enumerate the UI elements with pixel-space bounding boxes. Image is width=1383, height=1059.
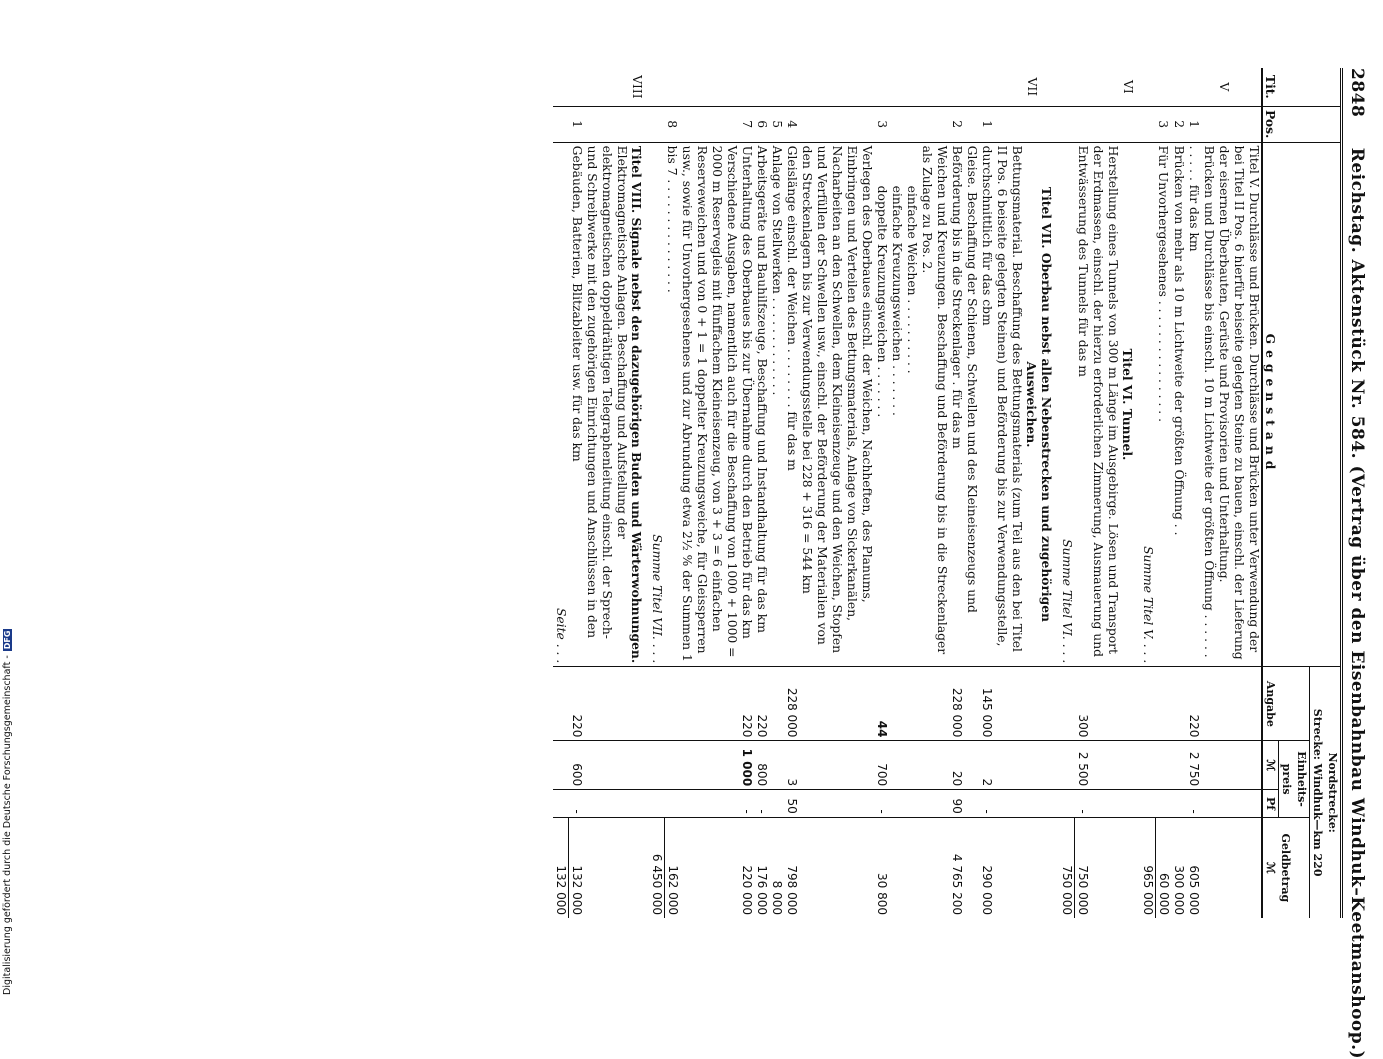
pos-cell: 5 bbox=[770, 106, 785, 142]
table-row bbox=[1120, 68, 1140, 918]
header-angabe: Angabe bbox=[1262, 667, 1310, 741]
pos-cell: 1 bbox=[569, 106, 629, 142]
tit-cell: VII bbox=[1025, 77, 1040, 97]
geld-cell: 798 000 bbox=[785, 817, 875, 918]
price-mark-cell: 2 500 bbox=[1075, 741, 1120, 790]
header-strecke-range: Strecke: Windhuk—km 220 bbox=[1311, 708, 1324, 877]
header-geld-mark: ℳ bbox=[1264, 861, 1277, 874]
price-pf-cell: - bbox=[740, 790, 755, 818]
header-gegenstand: Gegenstand bbox=[1262, 142, 1340, 667]
pos-cell: 8 bbox=[665, 106, 740, 142]
pos-cell: 7 bbox=[740, 106, 755, 142]
price-pf-cell: - bbox=[569, 790, 629, 818]
item-text: Herstellung eines Tunnels von 300 m Länge im Ausgebirge. Lösen und Transport der Erdmassen, einschl. der hierzu erforderlichen Zimmerung, Ausmauerung und Entwässerung des Tunnels für das m bbox=[1075, 142, 1120, 667]
price-mark-cell: 1 000 bbox=[740, 741, 755, 790]
title-vii-head: Titel VII. Oberbau nebst allen Nebenstrecken und zugehörigen Ausweichen. bbox=[1025, 142, 1060, 667]
geld-cell: 300 000 bbox=[1171, 817, 1186, 918]
price-pf-cell: - bbox=[875, 790, 950, 818]
title-v-head: Titel V. Durchlässe und Brücken. Durchlässe und Brücken unter Verwendung der bei Titel II Pos. 6 hierfür beiseite gelegten Steine zu bauen, einschl. der Lieferung der eisernen Überbauten, Gerüste und Provisorien und Unterhaltung. bbox=[1216, 142, 1262, 667]
table-header-top bbox=[1310, 68, 1341, 918]
sum-geld: 6 450 000 bbox=[649, 817, 665, 918]
geld-cell: 605 000 bbox=[1186, 817, 1216, 918]
geld-cell: 176 000 bbox=[755, 817, 770, 918]
geld-cell: 132 000 bbox=[569, 817, 629, 918]
item-text: Verschiedene Ausgaben, namentlich auch für die Beschaffung von 1000 + 1000 = 2000 m Reservegleis mit fünffachem Kleineisenzeug, von 3 + 3 = 6 einfachen Reserveweichen und von 0 + 1 = 1 doppelter Kreuzungsweiche, für Gleissperren usw., sowie für Unvorhergesehenes und zur Abrundung etwa 2½ % der Summen 1 bis 7 . . . . . . . . . . . . . . . bbox=[665, 142, 740, 667]
sum-label: Summe Titel VII. . . . bbox=[649, 142, 665, 667]
item-text: Bettungsmaterial. Beschaffung des Bettungsmaterials (zum Teil aus den bei Titel II Pos. 6 beiseite gelegten Steinen) und Beförderung bis zur Verwendungsstelle, durchschnittlich für das cbm bbox=[980, 142, 1025, 667]
sum-geld: 750 000 bbox=[1060, 817, 1076, 918]
price-mark-cell: 2 bbox=[980, 741, 1025, 790]
price-mark-cell: 2 750 bbox=[1186, 741, 1216, 790]
table-row bbox=[1186, 68, 1216, 918]
geld-cell: 750 000 bbox=[1075, 817, 1120, 918]
header-nordstrecke: Nordstrecke: bbox=[1326, 752, 1339, 833]
page-total-row bbox=[554, 68, 570, 918]
page-title: Reichstag. Aktenstück Nr. 584. (Vertrag über den Eisenbahnbau Windhuk–Keetmanshoop.) bbox=[1347, 147, 1367, 1059]
geld-cell: 162 000 bbox=[665, 817, 740, 918]
sum-row bbox=[1060, 68, 1076, 918]
pos-cell: 2 bbox=[1171, 106, 1186, 142]
item-text-main: Weichen und Kreuzungen. Beschaffung und Beförderung bis in die Streckenlager als Zulage zu Pos. 2. bbox=[920, 145, 950, 655]
price-pf-cell: 50 bbox=[785, 790, 875, 818]
item-text: Elektromagnetische Anlagen. Beschaffung und Aufstellung der elektromagnetischen doppeldrähtigen Telegraphenleitung einschl. der Sprech- und Schreibwerke mit den zugehörigen Einrichtungen und Anschlüssen in den Gebäuden, Batterien, Blitzableiter usw. für das km bbox=[569, 142, 629, 667]
item-text: Brücken und Durchlässe bis einschl. 10 m Lichtweite der größten Öffnung . . . . . . . . . . . für das km bbox=[1186, 142, 1216, 667]
pos-cell: 1 bbox=[980, 106, 1025, 142]
geld-cell: 30 800 bbox=[875, 817, 950, 918]
pos-cell: 3 bbox=[875, 106, 950, 142]
price-mark-cell: 600 bbox=[569, 741, 629, 790]
table-row bbox=[950, 68, 980, 918]
header-strecke bbox=[1310, 667, 1341, 918]
header-mark: ℳ bbox=[1262, 741, 1279, 790]
item-text bbox=[875, 142, 950, 667]
angabe-cell: 220 bbox=[755, 667, 770, 741]
table-row bbox=[1156, 68, 1172, 918]
item-text: Anlage von Stellwerken . . . . . . . . . . . . . bbox=[770, 142, 785, 667]
table-row bbox=[1025, 68, 1060, 918]
tit-cell: V bbox=[1217, 82, 1231, 92]
page-number: 2848 bbox=[1347, 68, 1367, 118]
angabe-cell: 220 bbox=[569, 667, 629, 741]
credit-label: Digitalisierung gefördert durch die Deutsche Forschungsgemeinschaft - bbox=[2, 655, 13, 995]
angabe-cell: 300 bbox=[1075, 667, 1120, 741]
document-page bbox=[13, 68, 1373, 1059]
sum-label: Summe Titel V. . . . bbox=[1140, 142, 1156, 667]
pos-cell: 6 bbox=[755, 106, 770, 142]
price-pf-cell: - bbox=[755, 790, 770, 818]
header-geldbetrag bbox=[1262, 817, 1310, 918]
title-viii-head: Titel VIII. Signale nebst den dazugehörigen Buden und Wärterwohnungen. bbox=[629, 142, 649, 667]
header-tit: Tit. bbox=[1262, 68, 1340, 106]
geld-cell: 290 000 bbox=[980, 817, 1025, 918]
geld-cell: 220 000 bbox=[740, 817, 755, 918]
sum-row bbox=[649, 68, 665, 918]
pos-cell: 3 bbox=[1156, 106, 1172, 142]
header-geldbetrag-label: Geldbetrag bbox=[1279, 833, 1292, 903]
table-row bbox=[1075, 68, 1120, 918]
digitization-credit bbox=[2, 600, 24, 995]
sub-item: doppelte Kreuzungsweichen . . . . . . . bbox=[875, 185, 890, 418]
angabe-cell: 228 000 bbox=[785, 667, 875, 741]
table-row bbox=[740, 68, 755, 918]
price-pf-cell: 90 bbox=[950, 790, 980, 818]
table-row bbox=[980, 68, 1025, 918]
sum-geld: 965 000 bbox=[1140, 817, 1156, 918]
sub-item: einfache Kreuzungsweichen . . . . . . . bbox=[890, 185, 905, 416]
price-pf-cell: - bbox=[1075, 790, 1120, 818]
item-text: Verlegen des Oberbaues einschl. der Weichen, Nachheften, des Planums, Einbringen und Verteilen des Bettungsmaterials, Anlage von Sickerkanälen, Nacharbeiten an den Schwellen, dem Kleineisenzeuge und den Weichen, Stopfen und Verfüllen der Schwellen usw., einschl. der Beförderung der Materialien von den Streckenlagern bis zur Verwendungsstelle bei 228 + 316 = 544 km Gleislänge einschl. der Weichen . . . . . . . . für das m bbox=[785, 142, 875, 667]
sub-item: einfache Weichen . . . . . . . . . . bbox=[905, 185, 920, 374]
price-pf-cell: - bbox=[980, 790, 1025, 818]
item-text: Für Unvorhergesehenes . . . . . . . . . . . . . . . . bbox=[1156, 142, 1172, 667]
item-text: Unterhaltung des Oberbaues bis zur Übernahme durch den Betrieb für das km bbox=[740, 142, 755, 667]
table-row bbox=[1216, 68, 1262, 918]
pos-cell: 2 bbox=[950, 106, 980, 142]
geld-cell: 4 765 200 bbox=[950, 817, 980, 918]
header-pf: Pf bbox=[1262, 790, 1279, 818]
price-mark-cell: 700 bbox=[875, 741, 950, 790]
dfg-logo: DFG bbox=[3, 630, 12, 650]
sum-row bbox=[1140, 68, 1156, 918]
tit-cell: VIII bbox=[630, 75, 644, 99]
running-header bbox=[1340, 68, 1373, 1059]
table-row bbox=[875, 68, 950, 918]
tit-cell: VI bbox=[1121, 79, 1135, 94]
credit-text bbox=[2, 629, 13, 995]
pos-cell: 4 bbox=[785, 106, 875, 142]
geld-cell: 60 000 bbox=[1156, 817, 1172, 918]
table-row bbox=[1171, 68, 1186, 918]
seite-geld: 132 000 bbox=[554, 817, 570, 918]
geld-cell: 8 000 bbox=[770, 817, 785, 918]
table-row bbox=[569, 68, 629, 918]
title-vi-head: Titel VI. Tunnel. bbox=[1120, 142, 1140, 667]
header-pos: Pos. bbox=[1262, 106, 1340, 142]
table-row bbox=[665, 68, 740, 918]
table-row bbox=[629, 68, 649, 918]
seite-label: Seite . . . bbox=[554, 142, 570, 667]
price-mark-cell: 3 bbox=[785, 741, 875, 790]
cost-table bbox=[554, 68, 1341, 918]
item-text: Arbeitsgeräte und Bauhilfszeuge, Beschaffung und Instandhaltung für das km bbox=[755, 142, 770, 667]
sum-label: Summe Titel VI. . . . bbox=[1060, 142, 1076, 667]
header-einheitspreis: Einheits-preis bbox=[1279, 741, 1310, 817]
angabe-cell: 228 000 bbox=[950, 667, 980, 741]
angabe-cell: 145 000 bbox=[980, 667, 1025, 741]
item-text: Brücken von mehr als 10 m Lichtweite der größten Öffnung . . bbox=[1171, 142, 1186, 667]
table-row bbox=[785, 68, 875, 918]
price-mark-cell: 20 bbox=[950, 741, 980, 790]
table-row bbox=[755, 68, 770, 918]
item-text: Gleise. Beschaffung der Schienen, Schwellen und des Kleineisenzeugs und Beförderung bis in die Streckenlager . für das m bbox=[950, 142, 980, 667]
table-row bbox=[770, 68, 785, 918]
price-mark-cell: 800 bbox=[755, 741, 770, 790]
pos-cell: 1 bbox=[1186, 106, 1216, 142]
angabe-cell: 44 bbox=[875, 667, 950, 741]
price-pf-cell: - bbox=[1186, 790, 1216, 818]
angabe-cell: 220 bbox=[740, 667, 755, 741]
angabe-cell: 220 bbox=[1186, 667, 1216, 741]
